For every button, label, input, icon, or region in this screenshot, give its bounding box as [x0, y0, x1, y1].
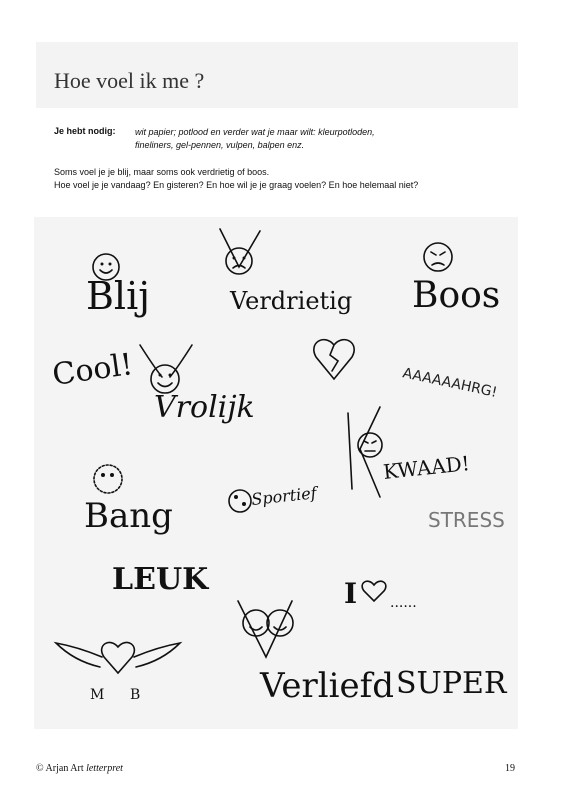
word-leuk: LEUK [112, 562, 209, 597]
word-kwaad [348, 407, 471, 497]
word-love-dots: ...... [390, 595, 417, 611]
page-number: 19 [505, 763, 515, 774]
word-blij-text: Blij [86, 274, 151, 318]
copyright-text: © Arjan Art [36, 763, 84, 774]
word-boos [412, 243, 500, 316]
initial-b: B [130, 687, 141, 703]
word-aahrg: AAAAAAHRG! [401, 365, 499, 401]
word-stress: STRESS [428, 508, 505, 532]
page-title: Hoe voel ik me ? [54, 68, 205, 93]
initial-m: M [90, 687, 105, 703]
word-vrolijk [140, 345, 255, 425]
requirements-line-1: wit papier; potlood en verder wat je maar wilt: kleurpotloden, [135, 127, 375, 137]
angry-face-b-icon [424, 243, 452, 271]
word-verdrietig-text: Verdrietig [230, 287, 353, 315]
word-bang-text: Bang [84, 496, 173, 536]
word-sportief [229, 483, 321, 512]
requirements-label: Je hebt nodig: [54, 126, 116, 136]
ball-icon [229, 490, 251, 512]
requirements-text [135, 126, 435, 152]
winged-heart [56, 642, 180, 703]
lettering-artwork [34, 217, 518, 729]
word-vrolijk-text: Vrolijk [154, 390, 255, 425]
word-verliefd [238, 601, 394, 706]
word-sportief-text: Sportief [250, 483, 318, 509]
brand-name: letterpret [86, 763, 123, 774]
intro-text [54, 166, 418, 192]
word-verliefd-text: Verliefd [260, 666, 395, 706]
artwork-canvas [34, 217, 518, 729]
word-kwaad-text: KWAAD! [382, 451, 471, 484]
winged-heart-icon [102, 642, 135, 673]
word-verdrietig [220, 229, 352, 315]
word-blij [86, 254, 150, 318]
bunny-face-icon [151, 365, 179, 393]
word-bang [84, 465, 173, 536]
intro-line-1: Soms voel je je blij, maar soms ook verdrietig of boos. [54, 167, 270, 177]
requirements-line-2: fineliners, gel-pennen, vulpen, balpen enz. [135, 140, 305, 150]
broken-heart-icon [314, 340, 354, 379]
word-i-text: I [344, 577, 358, 610]
hairy-face-icon [94, 465, 122, 493]
intro-line-2: Hoe voel je je vandaag? En gisteren? En hoe wil je je graag voelen? En hoe helemaal niet? [54, 180, 419, 190]
sad-face-v-icon [226, 248, 252, 274]
word-cool: Cool! [50, 347, 136, 393]
word-i-love [344, 577, 417, 611]
word-boos-text: Boos [412, 275, 501, 316]
word-super: SUPER [396, 666, 507, 701]
footer-copyright [36, 763, 123, 774]
heart-icon [362, 581, 386, 601]
